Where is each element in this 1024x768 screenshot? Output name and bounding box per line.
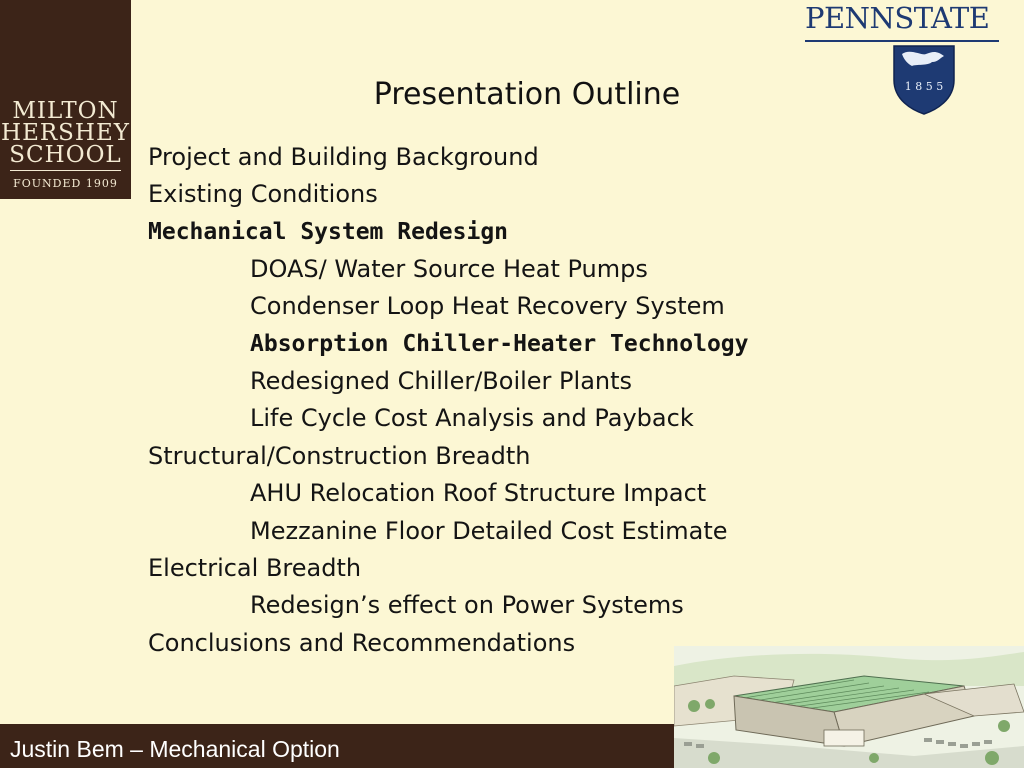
outline-subitem-mezzanine-cost: Mezzanine Floor Detailed Cost Estimate [250,517,728,545]
milton-hershey-school-logo [0,0,131,199]
penn-state-shield-icon [892,44,956,116]
outline-subitem-redesigned-plants: Redesigned Chiller/Boiler Plants [250,367,633,395]
outline-item-conclusions: Conclusions and Recommendations [148,629,576,657]
outline-subitem-absorption-chiller: Absorption Chiller-Heater Technology [250,331,749,357]
penn-state-wordmark: PENNSTATE [805,1,990,35]
outline-item-structural-breadth: Structural/Construction Breadth [148,442,531,470]
logo-line-hershey: HERSHEY [1,120,130,146]
penn-state-rule [805,40,999,42]
outline-item-electrical-breadth: Electrical Breadth [148,554,362,582]
outline-subitem-power-systems: Redesign’s effect on Power Systems [250,591,684,619]
outline-subitem-life-cycle-cost: Life Cycle Cost Analysis and Payback [250,404,694,432]
outline-subitem-doas: DOAS/ Water Source Heat Pumps [250,255,648,283]
footer-bar [0,724,674,768]
logo-divider [10,170,121,171]
slide-title: Presentation Outline [373,77,681,112]
outline-subitem-condenser-loop: Condenser Loop Heat Recovery System [250,292,725,320]
logo-line-milton: MILTON [12,98,119,124]
outline-item-existing-conditions: Existing Conditions [148,180,378,208]
logo-founded-text: FOUNDED 1909 [13,177,118,190]
footer-presenter: Justin Bem – Mechanical Option [10,736,340,762]
building-rendering-image [674,646,1024,768]
logo-line-school: SCHOOL [9,142,122,168]
outline-item-mechanical-redesign: Mechanical System Redesign [148,219,509,245]
outline-subitem-ahu-relocation: AHU Relocation Roof Structure Impact [250,479,707,507]
outline-item-project-background: Project and Building Background [148,143,539,171]
penn-state-year: 1 8 5 5 [904,80,944,93]
